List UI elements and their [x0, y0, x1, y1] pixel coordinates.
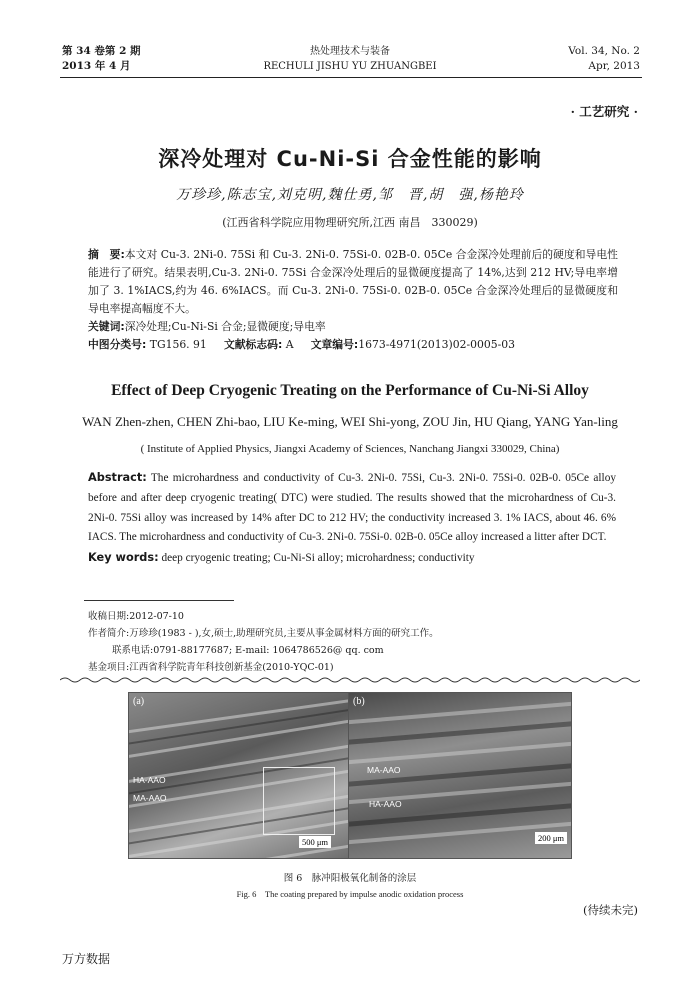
date-en: Apr, 2013 [588, 60, 640, 72]
volume-en: Vol. 34, No. 2 [568, 45, 640, 57]
abstract-en-text: The microhardness and conductivity of Cu-3. 2Ni-0. 75Si, Cu-3. 2Ni-0. 75Si-0. 02B-0. 05Ce alloy before and after deep cryogenic treating( DTC) were studied. The results showed that the microhardness of Cu-3. 2Ni-0. 75Si alloy was increased by 14% after DC to 212 HV; the conductivity increased 3. 1% IACS, about 46. 6% IACS. The microhardness and conductivity of Cu-3. 2Ni-0. 75Si-0. 02B-0. 05Ce alloy increased a litter after DCT. [88, 472, 616, 544]
keywords-en [88, 548, 616, 569]
paper-title-en: Effect of Deep Cryogenic Treating on the Performance of Cu-Ni-Si Alloy [111, 382, 589, 399]
keywords-cn [88, 318, 618, 336]
b-tag-ha: HA-AAO [369, 799, 402, 809]
abstract-en [88, 468, 616, 548]
keywords-en-label: Key words: [88, 551, 159, 565]
journal-name-cn: 热处理技术与装备 [310, 46, 390, 57]
a-tag-ma: MA-AAO [133, 793, 167, 803]
abstract-en-block [88, 468, 616, 569]
abstract-cn-label: 摘 要: [88, 248, 125, 261]
journal-volume-en [568, 44, 640, 74]
authors-cn: 万珍珍,陈志宝,刘克明,魏仕勇,邹 晋,胡 强,杨艳玲 [176, 187, 524, 203]
affiliation-en: ( Institute of Applied Physics, Jiangxi Academy of Sciences, Nanchang Jiangxi 330029, China) [140, 443, 560, 455]
figure-panel-a [128, 692, 360, 859]
panel-b-label: (b) [353, 696, 365, 707]
wavy-separator [60, 676, 640, 684]
figure-panel-b [348, 692, 572, 859]
journal-volume-issue [62, 44, 141, 74]
source-watermark: 万方数据 [62, 952, 111, 966]
volume-issue: 第 34 卷第 2 期 [62, 45, 141, 57]
journal-name-pinyin: RECHULI JISHU YU ZHUANGBEI [263, 61, 437, 72]
paper-title-cn: 深冷处理对 Cu-Ni-Si 合金性能的影响 [158, 147, 542, 171]
scale-bar-a: 500 μm [299, 836, 331, 848]
section-tag: · 工艺研究 · [570, 104, 638, 119]
abstract-cn [88, 246, 618, 318]
a-tag-ha: HA-AAO [133, 775, 166, 785]
region-of-interest-box [263, 767, 335, 835]
article-no-label: 文章编号: [310, 338, 359, 351]
class-label: 中图分类号: [88, 338, 147, 351]
abstract-en-label: Abstract: [88, 471, 147, 484]
issue-date: 2013 年 4 月 [62, 60, 131, 72]
class-value: TG156. 91 [149, 338, 207, 351]
abstract-cn-block [88, 246, 618, 354]
footnotes [88, 608, 439, 676]
abstract-cn-text: 本文对 Cu-3. 2Ni-0. 75Si 和 Cu-3. 2Ni-0. 75Si-0. 02B-0. 05Ce 合金深冷处理前后的硬度和导电性能进行了研究。结果表明,Cu-3. 2Ni-0. 75Si 合金深冷处理后的显微硬度提高了 14%,达到 212 HV;导电率增加了 3. 1%IACS,约为 46. 6%IACS。而 Cu-3. 2Ni-0. 75Si-0. 02B-0. 05Ce 合金深冷处理后的显微硬度和导电率提高幅度不大。 [88, 248, 618, 315]
author-bio: 作者简介:万珍珍(1983 - ),女,硕士,助理研究员,主要从事金属材料方面的研究工作。 [88, 628, 439, 639]
header-divider [60, 77, 642, 78]
fund-info: 基金项目:江西省科学院青年科技创新基金(2010-YQC-01) [88, 662, 334, 673]
figure-caption-en: Fig. 6 The coating prepared by impulse anodic oxidation process [236, 889, 464, 899]
to-be-continued: (待续未完) [583, 903, 638, 917]
scale-bar-b: 200 μm [535, 832, 567, 844]
affiliation-cn: (江西省科学院应用物理研究所,江西 南昌 330029) [222, 216, 478, 229]
keywords-cn-text: 深冷处理;Cu-Ni-Si 合金;显微硬度;导电率 [124, 320, 326, 333]
article-no-value: 1673-4971(2013)02-0005-03 [358, 338, 515, 351]
journal-name [230, 44, 470, 74]
b-tag-ma: MA-AAO [367, 765, 401, 775]
received-date: 收稿日期:2012-07-10 [88, 611, 184, 622]
keywords-en-text: deep cryogenic treating; Cu-Ni-Si alloy; microhardness; conductivity [158, 552, 475, 565]
doc-code-label: 文献标志码: [223, 338, 283, 351]
panel-a-label: (a) [133, 696, 145, 707]
figure-caption-cn: 图 6 脉冲阳极氧化制备的涂层 [283, 873, 417, 884]
authors-en: WAN Zhen-zhen, CHEN Zhi-bao, LIU Ke-ming, WEI Shi-yong, ZOU Jin, HU Qiang, YANG Yan-ling [82, 414, 618, 429]
keywords-cn-label: 关键词: [88, 320, 125, 333]
contact-info: 联系电话:0791-88177687; E-mail: 1064786526@ qq. com [112, 645, 384, 656]
doc-code-value: A [285, 338, 294, 351]
classification-line [88, 336, 618, 354]
footnote-divider [84, 600, 234, 601]
